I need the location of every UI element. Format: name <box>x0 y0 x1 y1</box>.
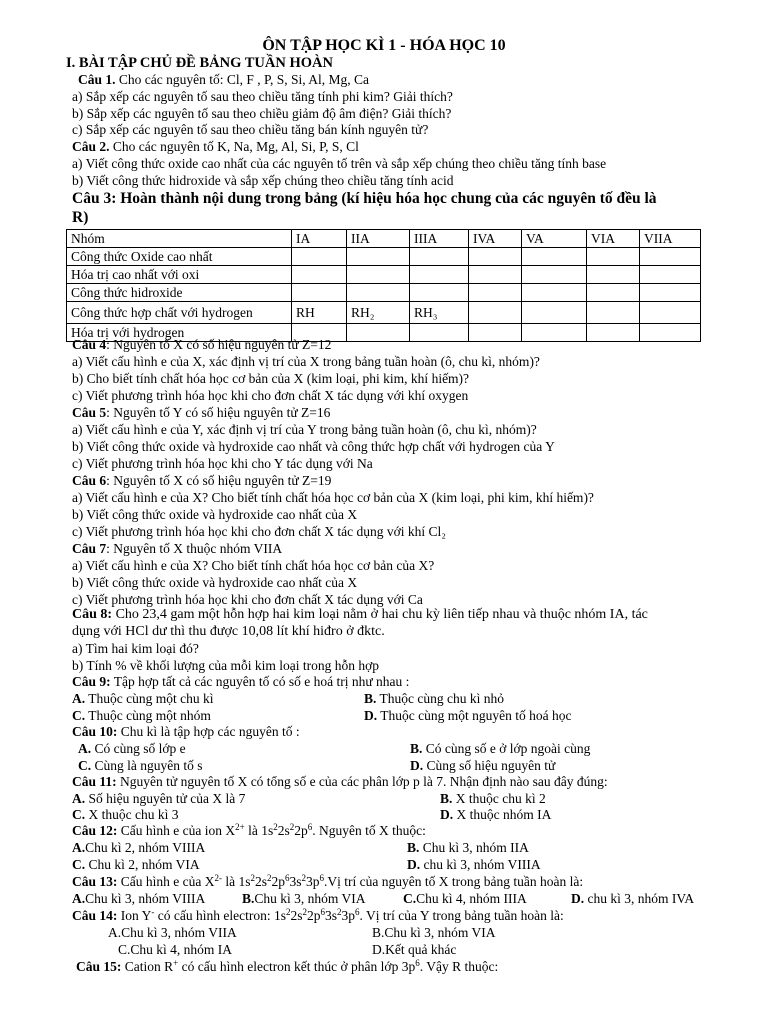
superscript: 2- <box>214 873 222 883</box>
q5-part-c: c) Viết phương trình hóa học khi cho Y tác dụng với Na <box>72 456 373 471</box>
option-text: Thuộc cùng một nguyên tố hoá học <box>377 708 572 723</box>
option-key: A. <box>72 840 86 855</box>
question-text: là 1s <box>222 874 251 889</box>
question-text: Ion Y <box>117 908 152 923</box>
question-text: Cấu hình e của X <box>117 874 215 889</box>
option-text: Chu kì 3, nhóm IIA <box>419 840 529 855</box>
option-text: Chu kì 2, nhóm VIIIA <box>85 840 206 855</box>
table-header-cell: VIIA <box>640 230 701 248</box>
superscript: 6 <box>355 907 360 917</box>
q11-option-a <box>72 791 245 807</box>
q9-option-a <box>72 691 213 707</box>
option-text: Thuộc cùng một chu kì <box>85 691 214 706</box>
question-11 <box>72 774 608 790</box>
q8-part-a: a) Tìm hai kim loại đó? <box>72 641 199 656</box>
q9-option-c <box>72 708 211 724</box>
question-13 <box>72 874 583 890</box>
table-row <box>67 266 701 284</box>
question-text: Cho các nguyên tố K, Na, Mg, Al, Si, P, S, Cl <box>109 139 359 154</box>
table-cell: RH₃ <box>410 302 469 324</box>
question-14 <box>72 908 564 924</box>
table-header-row <box>67 230 701 248</box>
q5-part-a: a) Viết cấu hình e của Y, xác định vị trí của Y trong bảng tuần hoàn (ô, chu kì, nhóm)? <box>72 422 537 437</box>
table-cell <box>522 284 587 302</box>
table-header-cell: Nhóm <box>67 230 292 248</box>
question-text: .Vị trí của nguyên tố X trong bảng tuần hoàn là: <box>324 874 584 889</box>
q14-option-b: B.Chu kì 3, nhóm VIA <box>372 925 496 940</box>
question-text: 2s <box>255 874 268 889</box>
question-text: : Nguyên tố X thuộc nhóm VIIA <box>106 541 283 556</box>
table-cell <box>587 266 640 284</box>
question-text: 3s <box>289 874 302 889</box>
question-text: : Nguyên tố Y có số hiệu nguyên tử Z=16 <box>106 405 331 420</box>
question-text: . Vị trí của Y trong bảng tuần hoàn là: <box>359 908 564 923</box>
table-cell: Hóa trị cao nhất với oxi <box>67 266 292 284</box>
q12-option-a <box>72 840 205 856</box>
question-12 <box>72 823 426 839</box>
question-label: Câu 15: <box>76 959 122 974</box>
q14-option-d: D.Kết quả khác <box>372 942 457 957</box>
table-cell <box>587 324 640 342</box>
question-text: Cấu hình e của ion X <box>117 823 236 838</box>
question-text: 2s <box>277 823 290 838</box>
table-cell <box>347 266 410 284</box>
question-text: là 1s <box>244 823 274 838</box>
question-text: 2p <box>307 908 321 923</box>
q10-option-d <box>410 758 555 774</box>
option-text: X thuộc chu kì 3 <box>85 807 179 822</box>
option-text: Số hiệu nguyên tử của X là 7 <box>85 791 246 806</box>
table-cell: RH₂ <box>347 302 410 324</box>
question-8 <box>72 607 648 623</box>
table-header-cell: IIIA <box>410 230 469 248</box>
q1-part-a: a) Sắp xếp các nguyên tố sau theo chiều tăng tính phi kim? Giải thích? <box>72 89 453 104</box>
q9-option-b <box>364 691 504 707</box>
option-text: Cùng là nguyên tố s <box>91 758 203 773</box>
table-row <box>67 302 701 324</box>
question-10 <box>72 724 300 740</box>
q11-option-d <box>440 807 551 823</box>
table-cell: Công thức hidroxide <box>67 284 292 302</box>
table-cell <box>587 302 640 324</box>
section-heading: I. BÀI TẬP CHỦ ĐỀ BẢNG TUẦN HOÀN <box>66 55 333 71</box>
question-text: 3p <box>341 908 356 923</box>
table-cell <box>347 284 410 302</box>
q7-part-a: a) Viết cấu hình e của X? Cho biết tính chất hóa học cơ bản của X? <box>72 558 435 573</box>
question-1 <box>78 72 369 88</box>
option-key: D. <box>440 807 454 822</box>
q10-option-a <box>78 741 186 757</box>
table-cell <box>587 284 640 302</box>
question-8-continued: dụng với HCl dư thì thu được 10,08 lít khí hiđro ở đktc. <box>72 624 385 639</box>
option-key: C. <box>72 708 86 723</box>
option-key: B. <box>440 791 453 806</box>
superscript: 2 <box>273 822 278 832</box>
option-key: B. <box>410 741 423 756</box>
option-key: B. <box>364 691 377 706</box>
q13-option-d <box>571 891 694 907</box>
question-text: Cation R <box>121 959 174 974</box>
superscript: 2 <box>301 873 307 883</box>
option-text: Chu kì 3, nhóm VIA <box>254 891 366 906</box>
question-label: Câu 5 <box>72 405 107 420</box>
superscript: 6 <box>415 958 420 968</box>
table-cell <box>640 266 701 284</box>
question-text: Nguyên tử nguyên tố X có tổng số e của các phân lớp p là 7. Nhận định nào sau đây đúng: <box>116 774 608 789</box>
table-row <box>67 284 701 302</box>
q4-part-c: c) Viết phương trình hóa học khi cho đơn chất X tác dụng với khí oxygen <box>72 388 469 403</box>
question-label: Câu 4 <box>72 337 107 352</box>
superscript: 2+ <box>235 822 245 832</box>
q13-option-c <box>403 891 527 907</box>
option-text: chu kì 3, nhóm VIIIA <box>420 857 541 872</box>
question-text: 2s <box>290 908 303 923</box>
question-label: Câu 11: <box>72 774 117 789</box>
q10-option-c <box>78 758 203 774</box>
option-key: C. <box>72 857 86 872</box>
table-cell <box>410 248 469 266</box>
option-text: Thuộc cùng một nhóm <box>85 708 211 723</box>
table-header-cell: VIA <box>587 230 640 248</box>
question-label: Câu 12: <box>72 823 118 838</box>
q5-part-b: b) Viết công thức oxide và hydroxide cao nhất và công thức hợp chất với hydrogen của Y <box>72 439 555 454</box>
question-6 <box>72 473 331 489</box>
superscript: 2 <box>267 873 272 883</box>
option-text: Thuộc cùng chu kì nhỏ <box>376 691 504 706</box>
question-text: Tập hợp tất cả các nguyên tố có số e hoá trị như nhau : <box>110 674 410 689</box>
q12-option-c <box>72 857 200 873</box>
question-2 <box>72 139 359 155</box>
table-cell <box>347 248 410 266</box>
q12-option-b <box>407 840 529 856</box>
table-cell <box>347 324 410 342</box>
table-cell: Công thức hợp chất với hydrogen <box>67 302 292 324</box>
option-text: X thuộc nhóm IA <box>453 807 552 822</box>
table-cell: RH <box>292 302 347 324</box>
superscript: 2 <box>337 907 342 917</box>
table-cell: Hóa trị với hydrogen <box>67 324 292 342</box>
option-text: Chu kì 3, nhóm VIIIA <box>85 891 206 906</box>
table-cell <box>469 302 522 324</box>
option-key: A. <box>72 691 86 706</box>
table-header-cell: IVA <box>469 230 522 248</box>
q6-part-b: b) Viết công thức oxide và hydroxide cao nhất của X <box>72 507 358 522</box>
option-key: A. <box>72 791 86 806</box>
superscript: 2 <box>289 822 295 832</box>
table-cell <box>292 248 347 266</box>
option-text: X thuộc chu kì 2 <box>452 791 546 806</box>
table-header-cell: VA <box>522 230 587 248</box>
superscript: 2 <box>250 873 255 883</box>
question-text: Cho các nguyên tố: Cl, F , P, S, Si, Al, Mg, Ca <box>115 72 370 87</box>
option-text: Có cùng số lớp e <box>91 741 186 756</box>
option-key: C. <box>78 758 92 773</box>
question-5 <box>72 405 330 421</box>
superscript: 6 <box>319 873 325 883</box>
question-label: Câu 2. <box>72 139 110 154</box>
q14-option-c: C.Chu kì 4, nhóm IA <box>118 942 233 957</box>
table-header-cell: IA <box>292 230 347 248</box>
option-key: D. <box>410 758 424 773</box>
superscript: 2 <box>285 907 291 917</box>
option-key: D. <box>407 857 421 872</box>
question-text: 3s <box>325 908 338 923</box>
table-cell <box>292 284 347 302</box>
superscript: 6 <box>285 873 290 883</box>
question-text: Hoàn thành nội dung trong bảng (kí hiệu hóa học chung của các nguyên tố đều là <box>116 190 657 207</box>
table-cell <box>522 324 587 342</box>
question-4 <box>72 337 331 353</box>
table-cell <box>640 302 701 324</box>
superscript: - <box>151 907 155 917</box>
q11-option-c <box>72 807 179 823</box>
table-cell <box>410 266 469 284</box>
q6-part-c: c) Viết phương trình hóa học khi cho đơn chất X tác dụng với khí Cl₂ <box>72 524 446 539</box>
table-header-cell: IIA <box>347 230 410 248</box>
table-row <box>67 248 701 266</box>
question-text: Chu kì là tập hợp các nguyên tố : <box>117 724 300 739</box>
option-key: C. <box>72 807 86 822</box>
question-text: có cấu hình electron: 1s <box>154 908 286 923</box>
q6-part-a: a) Viết cấu hình e của X? Cho biết tính chất hóa học cơ bản của X (kim loại, phi kim, khí hiếm)? <box>72 490 594 505</box>
question-text: có cấu hình electron kết thúc ở phân lớp 3p <box>178 959 416 974</box>
question-label: Câu 13: <box>72 874 118 889</box>
question-label: Câu 3: <box>72 190 117 207</box>
option-key: A. <box>78 741 92 756</box>
question-text: . Vậy R thuộc: <box>419 959 499 974</box>
option-key: A. <box>72 891 86 906</box>
question-text: 2p <box>271 874 286 889</box>
superscript: + <box>173 958 179 968</box>
q2-part-b: b) Viết công thức hidroxide và sắp xếp chúng theo chiều tăng tính acid <box>72 173 454 188</box>
table-cell <box>292 266 347 284</box>
q1-part-c: c) Sắp xếp các nguyên tố sau theo chiều tăng bán kính nguyên tử? <box>72 122 429 137</box>
q8-part-b: b) Tính % về khối lượng của mỗi kim loại trong hỗn hợp <box>72 658 380 673</box>
option-key: D. <box>364 708 378 723</box>
q7-part-b: b) Viết công thức oxide và hydroxide cao nhất của X <box>72 575 358 590</box>
table-cell <box>410 284 469 302</box>
question-15 <box>76 959 498 975</box>
superscript: 6 <box>307 822 313 832</box>
question-label: Câu 9: <box>72 674 111 689</box>
q1-part-b: b) Sắp xếp các nguyên tố sau theo chiều giảm độ âm điện? Giải thích? <box>72 106 452 121</box>
table-cell: Công thức Oxide cao nhất <box>67 248 292 266</box>
question-text: 3p <box>306 874 320 889</box>
option-text: Có cùng số e ở lớp ngoài cùng <box>422 741 591 756</box>
question-label: Câu 8: <box>72 607 113 622</box>
question-text: : Nguyên tố X có số hiệu nguyên tử Z=12 <box>106 337 332 352</box>
table-cell <box>640 248 701 266</box>
q4-part-b: b) Cho biết tính chất hóa học cơ bản của X (kim loại, phi kim, khí hiếm)? <box>72 371 470 386</box>
option-key: C. <box>403 891 417 906</box>
table-cell <box>522 302 587 324</box>
question-label: Câu 1. <box>78 72 116 87</box>
question-text: Cho 23,4 gam một hỗn hợp hai kim loại nằm ở hai chu kỳ liên tiếp nhau và thuộc nhóm IA, tác <box>112 607 648 622</box>
table-cell <box>522 266 587 284</box>
question-3-continued: R) <box>72 209 89 226</box>
question-9 <box>72 674 409 690</box>
table-cell <box>410 324 469 342</box>
q7-part-c: c) Viết phương trình hóa học khi cho đơn chất X tác dụng với Ca <box>72 592 423 607</box>
q14-option-a: A.Chu kì 3, nhóm VIIA <box>108 925 237 940</box>
q2-part-a: a) Viết công thức oxide cao nhất của các nguyên tố trên và sắp xếp chúng theo chiều tăng tính base <box>72 156 607 171</box>
table-cell <box>640 324 701 342</box>
question-text: . Nguyên tố X thuộc: <box>312 823 426 838</box>
q13-option-b <box>242 891 366 907</box>
table-cell <box>587 248 640 266</box>
option-text: Chu kì 4, nhóm IIIA <box>416 891 527 906</box>
q13-option-a <box>72 891 205 907</box>
q4-part-a: a) Viết cấu hình e của X, xác định vị trí của X trong bảng tuần hoàn (ô, chu kì, nhóm)? <box>72 354 540 369</box>
table-cell <box>469 284 522 302</box>
table-cell <box>469 266 522 284</box>
table-cell <box>522 248 587 266</box>
table-cell <box>469 324 522 342</box>
superscript: 6 <box>320 907 325 917</box>
option-key: B. <box>407 840 420 855</box>
question-3 <box>72 190 657 208</box>
question-label: Câu 6 <box>72 473 107 488</box>
q10-option-b <box>410 741 590 757</box>
table-cell <box>469 248 522 266</box>
page-title: ÔN TẬP HỌC KÌ 1 - HÓA HỌC 10 <box>262 37 506 54</box>
option-key: B. <box>242 891 255 906</box>
question-label: Câu 14: <box>72 908 118 923</box>
question-label: Câu 10: <box>72 724 118 739</box>
option-text: chu kì 3, nhóm IVA <box>584 891 695 906</box>
superscript: 2 <box>302 907 307 917</box>
question-text: 2p <box>294 823 308 838</box>
q12-option-d <box>407 857 541 873</box>
question-text: : Nguyên tố X có số hiệu nguyên tử Z=19 <box>106 473 332 488</box>
q11-option-b <box>440 791 546 807</box>
option-text: Cùng số hiệu nguyên tử <box>423 758 556 773</box>
table-cell <box>640 284 701 302</box>
question-7 <box>72 541 282 557</box>
periodic-table-exercise <box>66 229 701 342</box>
option-text: Chu kì 2, nhóm VIA <box>85 857 200 872</box>
q9-option-d <box>364 708 571 724</box>
question-label: Câu 7 <box>72 541 107 556</box>
option-key: D. <box>571 891 585 906</box>
